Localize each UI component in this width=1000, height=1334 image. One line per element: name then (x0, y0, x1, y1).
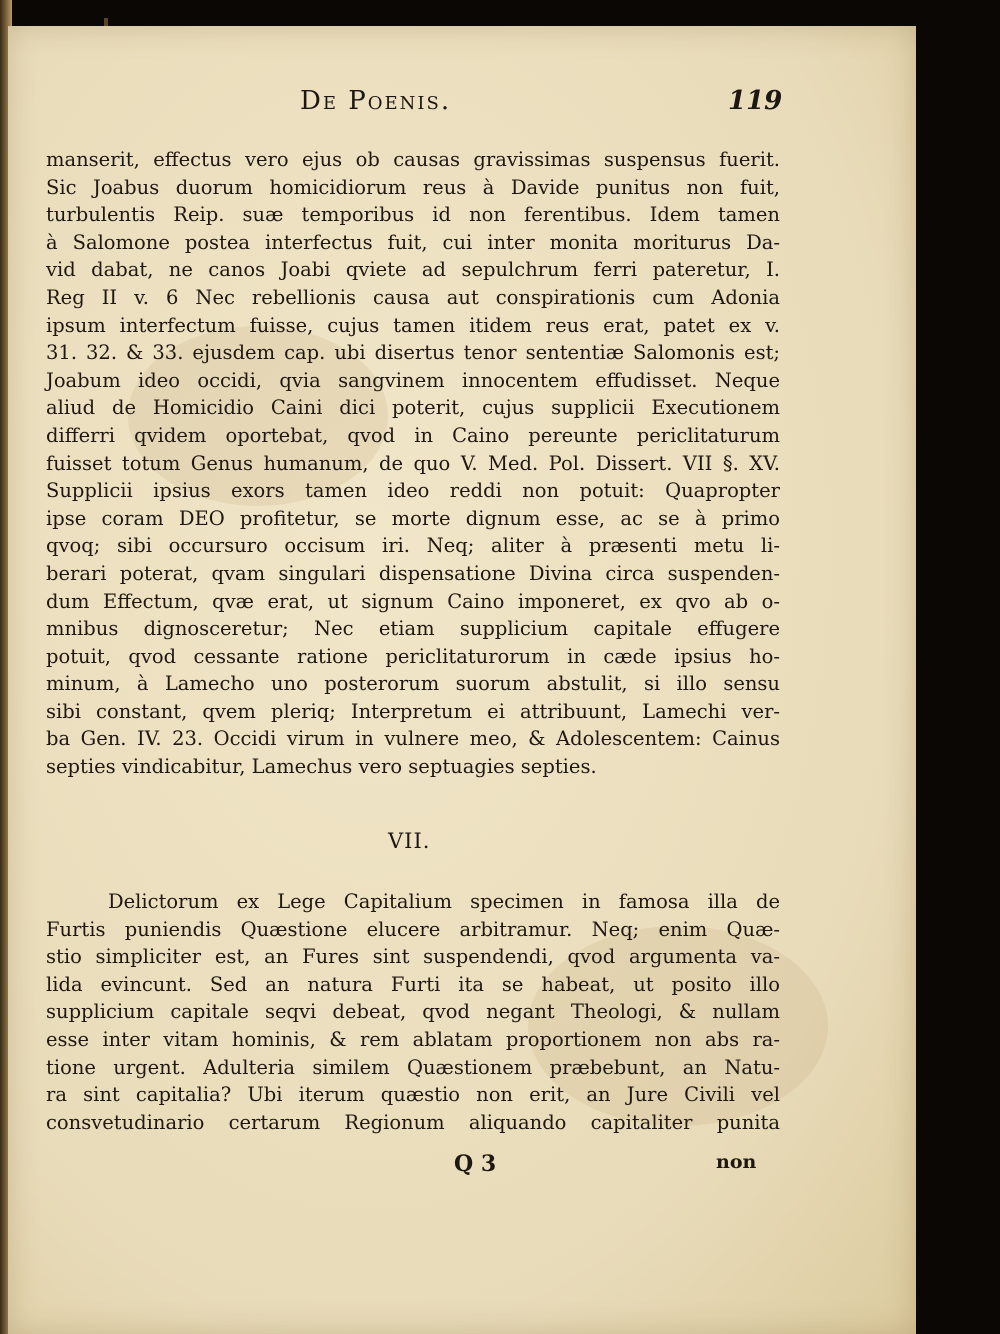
text-line: 31. 32. & 33. ejusdem cap. ubi disertus tenor sententiæ Salomonis est; (46, 341, 780, 365)
text-line: septies vindicabitur, Lamechus vero septuagies septies. (46, 755, 597, 779)
signature-mark: Q 3 (454, 1151, 497, 1177)
text-line: Reg II v. 6 Nec rebellionis causa aut conspirationis cum Adonia (46, 285, 780, 309)
text-line: ra sint capitalia? Ubi iterum quæstio non erit, an Jure Civili vel (46, 1083, 780, 1107)
catchword: non (716, 1151, 757, 1173)
text-line: Delictorum ex Lege Capitalium specimen in famosa illa de (108, 890, 780, 913)
text-line: dum Effectum, qvæ erat, ut signum Caino imponeret, ex qvo ab o- (46, 589, 780, 613)
page-header (8, 86, 916, 126)
text-line: Joabum ideo occidi, qvia sangvinem innocentem effudisset. Neque (46, 368, 780, 392)
text-line: ipsum interfectum fuisse, cujus tamen itidem reus erat, patet ex v. (46, 313, 780, 337)
text-line: supplicium capitale seqvi debeat, qvod negant Theologi, & nullam (46, 1000, 780, 1024)
section-heading: VII. (388, 829, 431, 853)
text-line: mnibus dignosceretur; Nec etiam supplicium capitale effugere (46, 617, 780, 641)
text-line: manserit, effectus vero ejus ob causas gravissimas suspensus fuerit. (46, 148, 780, 171)
text-line: turbulentis Reip. suæ temporibus id non ferentibus. Idem tamen (46, 203, 780, 227)
text-line: à Salomone postea interfectus fuit, cui inter monita moriturus Da- (46, 230, 780, 254)
text-line: qvoq; sibi occursuro occisum iri. Neq; aliter à præsenti metu li- (46, 534, 780, 558)
text-line: minum, à Lamecho uno posterorum suorum abstulit, si illo sensu (46, 672, 780, 696)
text-line: differri qvidem oportebat, qvod in Caino pereunte periclitaturum (46, 423, 780, 447)
text-line: ba Gen. IV. 23. Occidi virum in vulnere meo, & Adolescentem: Cainus (46, 727, 780, 751)
text-line: Furtis puniendis Quæstione elucere arbitramur. Neq; enim Quæ- (46, 917, 780, 941)
text-line: berari poterat, qvam singulari dispensatione Divina circa suspenden- (46, 561, 780, 585)
text-line: fuisset totum Genus humanum, de quo V. Med. Pol. Dissert. VII §. XV. (46, 451, 780, 475)
text-line: consvetudinario certarum Regionum aliquando capitaliter punita (46, 1110, 780, 1134)
text-line: sibi constant, qvem pleriq; Interpretum ei attribuunt, Lamechi ver- (46, 699, 780, 723)
text-line: tione urgent. Adulteria similem Quæstionem præbebunt, an Natu- (46, 1055, 780, 1079)
text-line: Sic Joabus duorum homicidiorum reus à Davide punitus non fuit, (46, 175, 780, 199)
text-line: esse inter vitam hominis, & rem ablatam proportionem non abs ra- (46, 1027, 780, 1051)
text-line: vid dabat, ne canos Joabi qviete ad sepulchrum ferri pateretur, I. (46, 258, 780, 282)
paragraph-1 (46, 146, 780, 781)
paragraph-2 (46, 888, 780, 1136)
text-line: potuit, qvod cessante ratione periclitaturorum in cæde ipsius ho- (46, 644, 780, 668)
running-title: De Poenis. (300, 86, 452, 116)
book-page (8, 26, 916, 1334)
text-line: aliud de Homicidio Caini dici poterit, cujus supplicii Executionem (46, 396, 780, 420)
text-line: Supplicii ipsius exors tamen ideo reddi non potuit: Quapropter (46, 479, 780, 503)
text-line: lida evincunt. Sed an natura Furti ita se habeat, ut posito illo (46, 972, 780, 996)
text-line: stio simpliciter est, an Fures sint suspendendi, qvod argumenta va- (46, 945, 780, 969)
text-line: ipse coram DEO profitetur, se morte dignum esse, ac se à primo (46, 506, 780, 530)
page-footer (8, 1151, 916, 1181)
page-number: 119 (728, 86, 783, 116)
